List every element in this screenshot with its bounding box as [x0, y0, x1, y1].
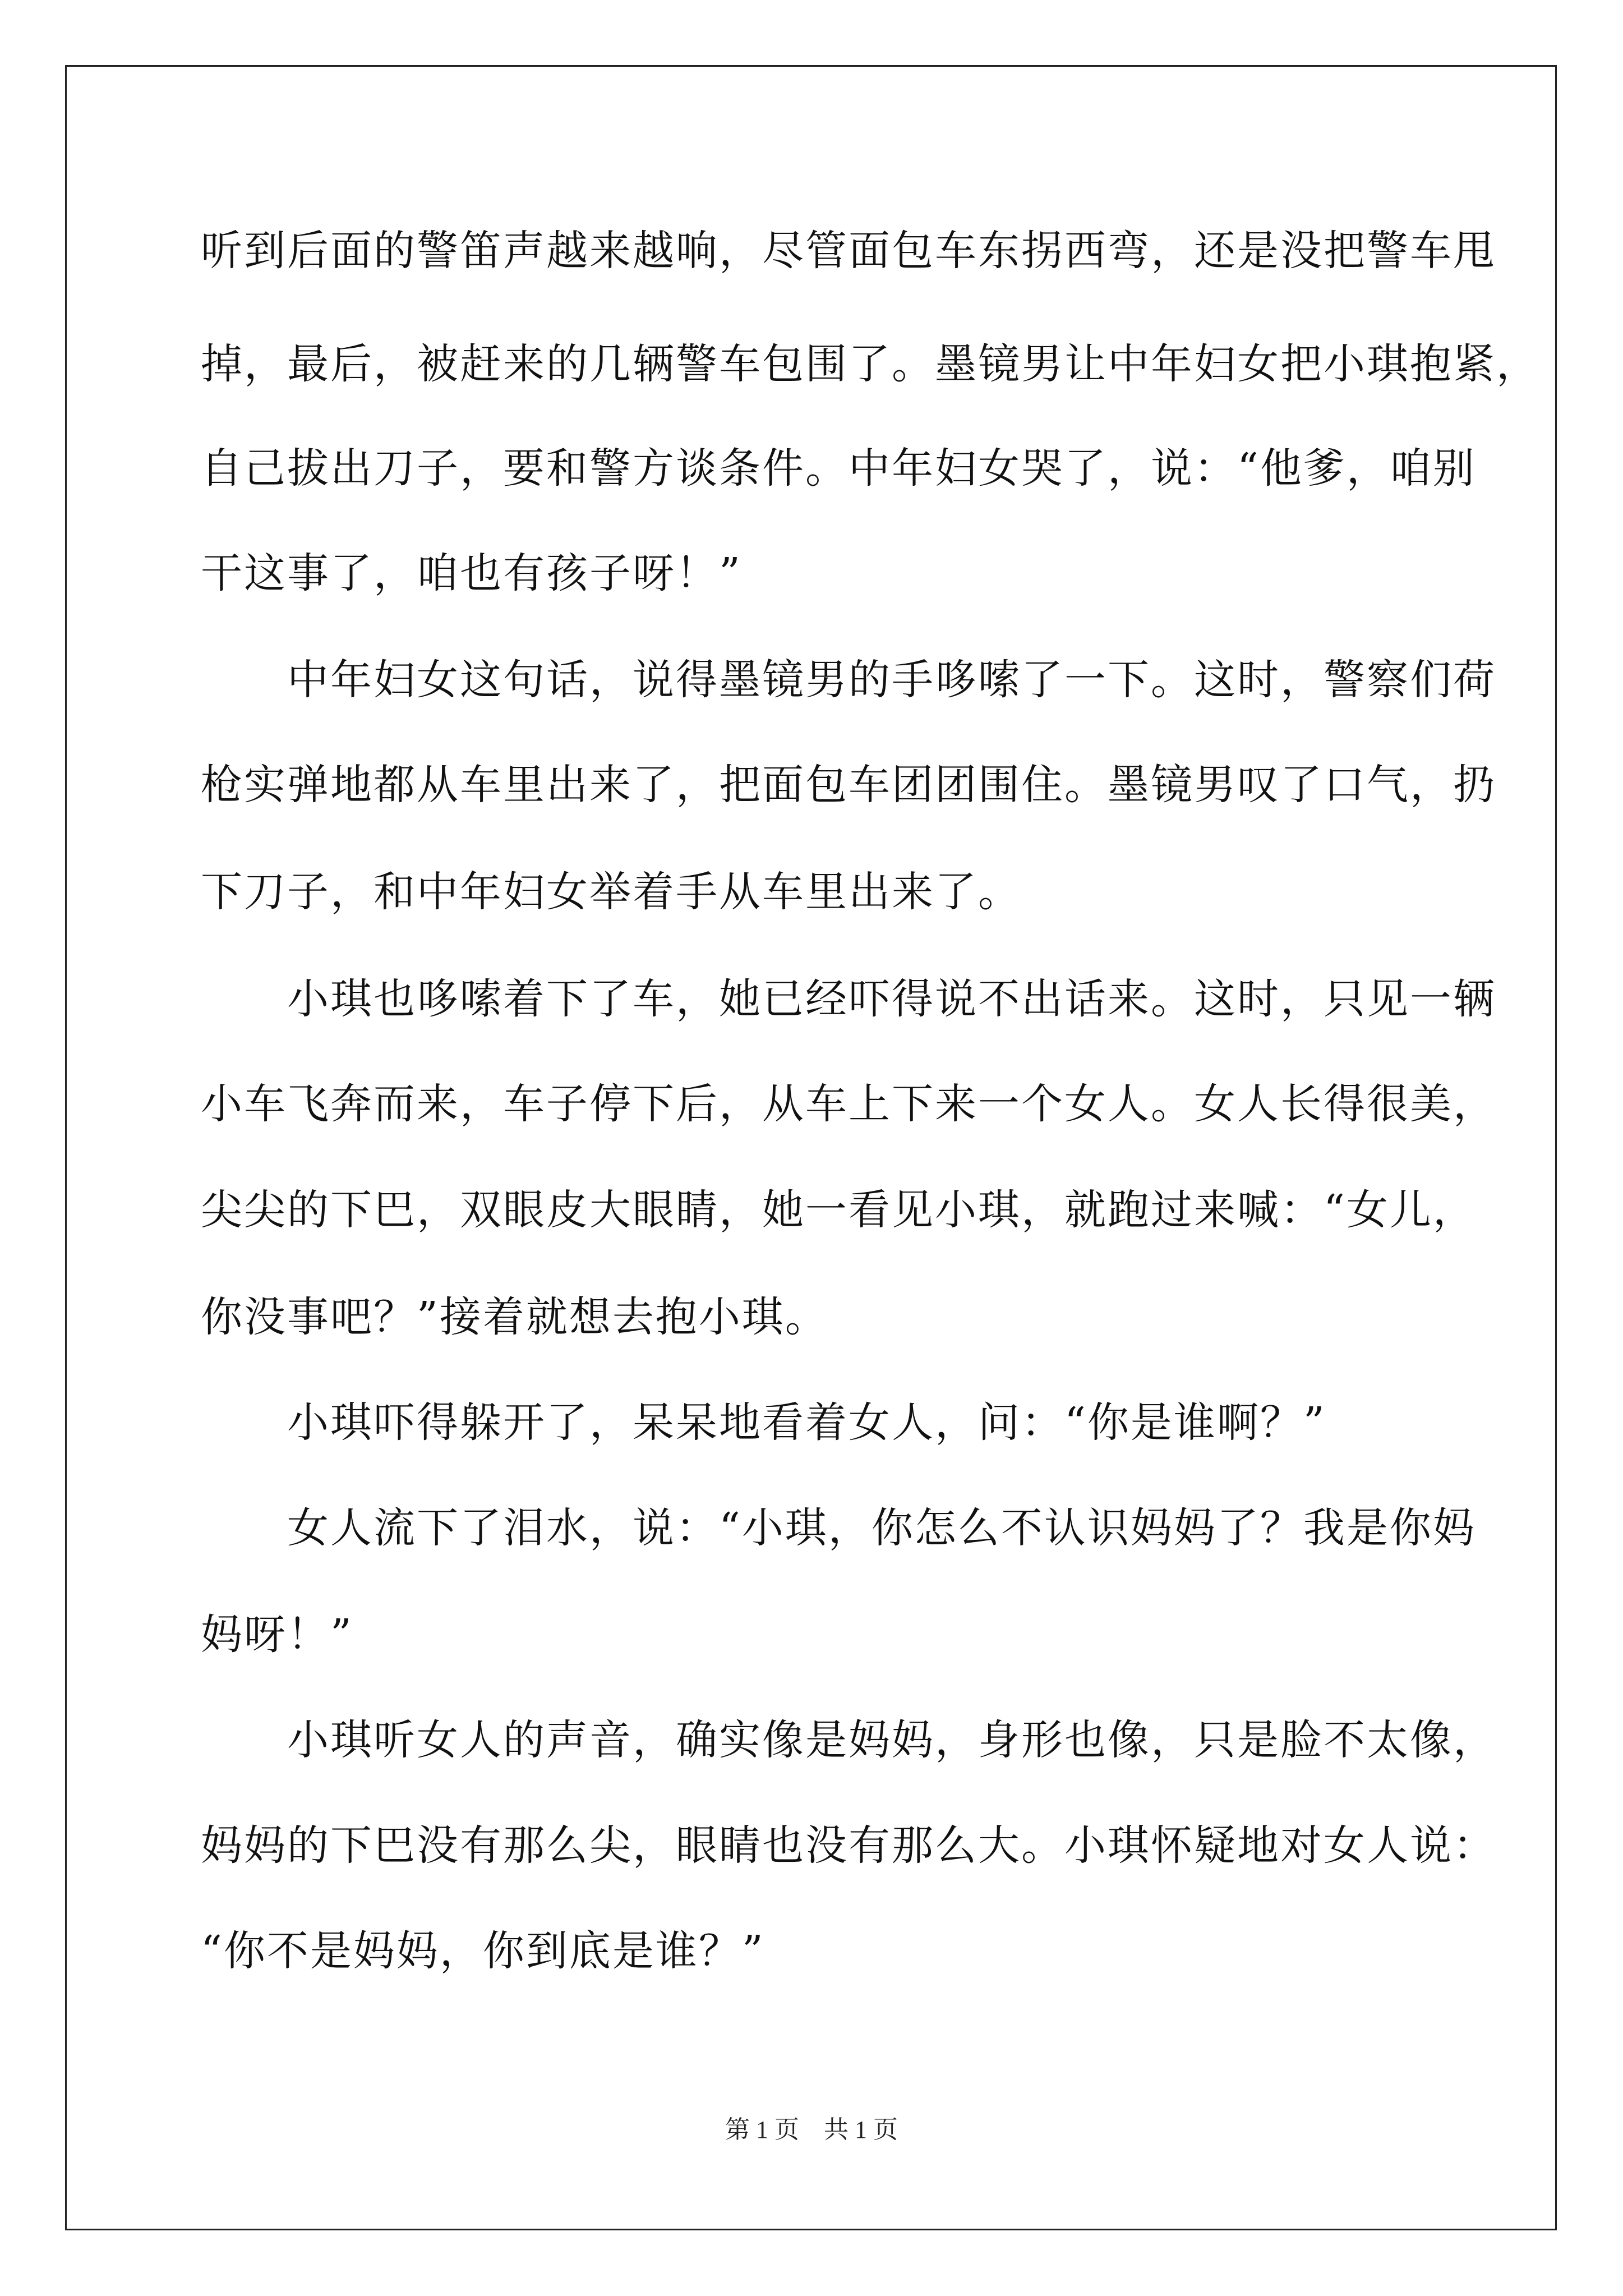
- body-text-line: 妈妈的下巴没有那么尖，眼睛也没有那么大。小琪怀疑地对女人说：: [201, 1821, 1496, 1870]
- body-text-line: 下刀子，和中年妇女举着手从车里出来了。: [201, 868, 1021, 916]
- body-text-line: 中年妇女这句话，说得墨镜男的手哆嗦了一下。这时，警察们荷: [201, 656, 1496, 704]
- page-border: [65, 65, 1557, 2230]
- body-text-line: 掉，最后，被赶来的几辆警车包围了。墨镜男让中年妇女把小琪抱紧，: [201, 340, 1539, 388]
- body-text-line: 干这事了，咱也有孩子呀！”: [201, 549, 742, 597]
- body-text-line: 尖尖的下巴，双眼皮大眼睛，她一看见小琪，就跑过来喊：“女儿，: [201, 1186, 1476, 1234]
- page-number-footer: 第 1 页 共 1 页: [725, 2116, 898, 2143]
- body-text-line: 小琪听女人的声音，确实像是妈妈，身形也像，只是脸不太像，: [201, 1716, 1496, 1764]
- body-text-line: 你没事吧？”接着就想去抱小琪。: [201, 1293, 828, 1341]
- body-text-line: “你不是妈妈，你到底是谁？”: [201, 1927, 765, 1975]
- body-text-line: 枪实弹地都从车里出来了，把面包车团团围住。墨镜男叹了口气，扔: [201, 761, 1496, 809]
- body-text-line: 小琪吓得躲开了，呆呆地看着女人，问：“你是谁啊？”: [201, 1398, 1326, 1447]
- body-text-line: 小车飞奔而来，车子停下后，从车上下来一个女人。女人长得很美，: [201, 1080, 1496, 1128]
- body-text-line: 妈呀！”: [201, 1611, 353, 1659]
- body-text-line: 女人流下了泪水，说：“小琪，你怎么不认识妈妈了？我是你妈: [201, 1504, 1476, 1552]
- body-text-line: 听到后面的警笛声越来越响，尽管面包车东拐西弯，还是没把警车甩: [201, 227, 1496, 275]
- body-text-line: 自己拔出刀子，要和警方谈条件。中年妇女哭了，说：“他爹，咱别: [201, 444, 1476, 493]
- body-text-line: 小琪也哆嗦着下了车，她已经吓得说不出话来。这时，只见一辆: [201, 975, 1496, 1023]
